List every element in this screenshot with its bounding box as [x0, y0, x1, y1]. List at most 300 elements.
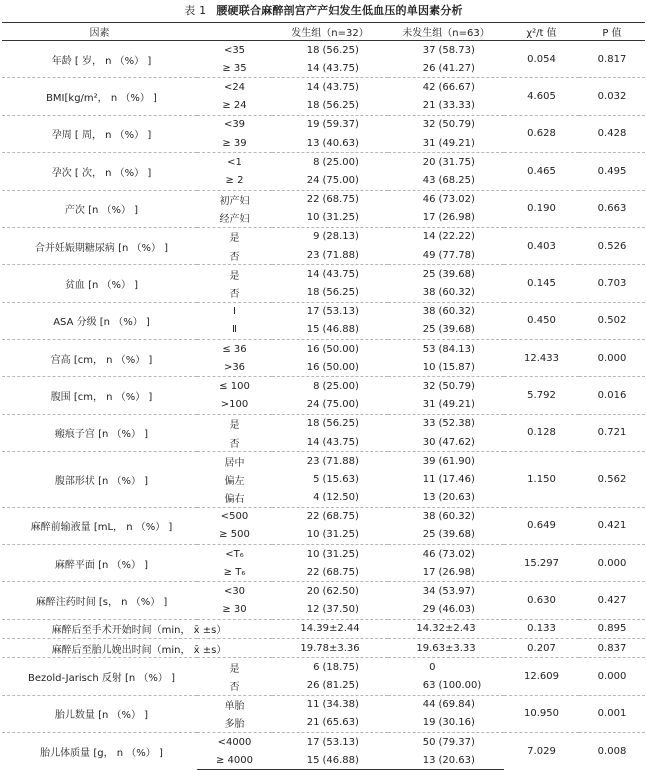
factor-label: 瘢痕子宫 [n （%） ] — [2, 414, 197, 451]
occurred-cell — [272, 676, 388, 695]
level-label: ≥ 39 — [222, 137, 247, 149]
count-value: 39 — [422, 455, 436, 467]
level-label: 否 — [229, 251, 240, 263]
percent-value: (20.63) — [438, 754, 475, 766]
table-row — [2, 695, 645, 714]
occurred-cell — [272, 414, 388, 433]
stat-value: 0.054 — [504, 41, 579, 78]
table-row — [2, 115, 645, 134]
occurred-cell — [272, 358, 388, 377]
not-occurred-cell — [388, 658, 504, 677]
stat-value: 0.649 — [504, 507, 579, 544]
level-label: <30 — [197, 582, 272, 601]
count-value: 11 — [306, 699, 320, 711]
occurred-cell — [272, 302, 388, 321]
level-label: <1 — [197, 153, 272, 172]
factor-label: 腹围 [cm， n （%） ] — [2, 377, 197, 414]
level-label: ≥ T₆ — [223, 566, 246, 578]
p-value: 0.502 — [579, 302, 645, 339]
table-row — [2, 153, 645, 172]
stat-value: 0.403 — [504, 227, 579, 264]
level-label: <24 — [197, 78, 272, 97]
not-occurred-cell — [388, 59, 504, 78]
stat-value: 12.433 — [504, 340, 579, 377]
percent-value: (12.50) — [322, 492, 359, 504]
percent-value: (43.75) — [322, 62, 359, 74]
count-value: 20 — [422, 156, 436, 168]
count-value: 19 — [306, 119, 320, 131]
not-occurred-cell — [388, 563, 504, 582]
level-label: ≥ 35 — [222, 62, 247, 74]
occurred-cell — [272, 246, 388, 265]
percent-value: (28.13) — [322, 231, 359, 243]
stat-value: 1.150 — [504, 452, 579, 508]
occurred-cell — [272, 563, 388, 582]
not-occurred-cell — [388, 171, 504, 190]
p-value: 0.000 — [579, 340, 645, 377]
occurred-cell — [272, 97, 388, 116]
table-row — [2, 377, 645, 396]
percent-value: (18.75) — [322, 661, 359, 673]
count-value: 8 — [313, 380, 320, 392]
level-label: 是 — [197, 658, 272, 677]
p-value: 0.421 — [579, 507, 645, 544]
table-row — [2, 507, 645, 526]
count-value: 38 — [422, 306, 436, 318]
percent-value: (47.62) — [438, 436, 475, 448]
percent-value: (31.25) — [322, 212, 359, 224]
count-value: 50 — [422, 736, 436, 748]
count-value: 15 — [306, 324, 320, 336]
count-value: 10 — [306, 548, 320, 560]
percent-value: (39.68) — [438, 324, 475, 336]
stat-value: 10.950 — [504, 695, 579, 732]
count-value: 33 — [422, 418, 436, 430]
occurred-cell — [272, 340, 388, 359]
table-body — [2, 41, 645, 770]
p-value: 0.895 — [579, 619, 645, 638]
occurred-cell — [272, 209, 388, 228]
not-occurred-cell — [388, 507, 504, 526]
count-value: 14 — [422, 231, 436, 243]
not-occurred-cell — [388, 714, 504, 733]
percent-value: (41.27) — [438, 62, 475, 74]
factor-label: 胎儿数量 [n （%） ] — [2, 695, 197, 732]
stat-value: 0.630 — [504, 582, 579, 619]
count-value: 26 — [422, 62, 436, 74]
factor-label: 麻醉平面 [n （%） ] — [2, 545, 197, 582]
not-occurred-cell — [388, 526, 504, 545]
occurred-cell — [272, 59, 388, 78]
count-value: 46 — [422, 548, 436, 560]
not-occurred-cell — [388, 302, 504, 321]
count-value: 26 — [306, 679, 320, 691]
count-value: 13 — [306, 137, 320, 149]
count-value: 18 — [306, 287, 320, 299]
percent-value: (33.33) — [438, 100, 475, 112]
percent-value: (68.75) — [322, 511, 359, 523]
percent-value: (50.00) — [322, 343, 359, 355]
p-value: 0.427 — [579, 582, 645, 619]
occurred-cell — [272, 695, 388, 714]
percent-value: (31.75) — [438, 156, 475, 168]
not-occurred-cell — [388, 78, 504, 97]
occurred-cell — [272, 452, 388, 471]
count-value: 21 — [306, 717, 320, 729]
count-value: 19 — [422, 717, 436, 729]
not-occurred-cell — [388, 209, 504, 228]
count-value: 24 — [306, 399, 320, 411]
percent-value: (56.25) — [322, 287, 359, 299]
percent-value: (79.37) — [438, 736, 475, 748]
not-occurred-cell — [388, 321, 504, 340]
count-value: 24 — [306, 174, 320, 186]
percent-value: (56.25) — [322, 418, 359, 430]
count-value: 8 — [313, 156, 320, 168]
factor-label: 腹部形状 [n （%） ] — [2, 452, 197, 508]
count-value: 16 — [306, 343, 320, 355]
occurred-cell — [272, 41, 388, 60]
percent-value: (39.68) — [438, 268, 475, 280]
percent-value: (66.67) — [438, 81, 475, 93]
header-factor: 因素 — [2, 23, 197, 41]
count-value: 44 — [422, 699, 436, 711]
count-value: 25 — [422, 268, 436, 280]
percent-value: (31.25) — [322, 548, 359, 560]
header-occurred: 发生组（n=32） — [272, 23, 388, 41]
occurred-cell — [272, 582, 388, 601]
factor-label: 麻醉后至手术开始时间（min， x̄ ±s） — [2, 619, 272, 638]
factor-label: Bezold-Jarisch 反射 [n （%） ] — [2, 658, 197, 695]
level-label: <35 — [197, 41, 272, 60]
table-row — [2, 265, 645, 284]
p-value: 0.428 — [579, 115, 645, 152]
percent-value: (65.63) — [322, 717, 359, 729]
percent-value: (84.13) — [438, 343, 475, 355]
level-label: ≥ 500 — [219, 529, 250, 541]
p-value: 0.000 — [579, 658, 645, 695]
count-value: 22 — [306, 194, 320, 206]
percent-value: (20.63) — [438, 492, 475, 504]
count-value: 32 — [422, 119, 436, 131]
count-value: 25 — [422, 529, 436, 541]
occurred-cell — [272, 283, 388, 302]
p-value: 0.495 — [579, 153, 645, 190]
not-occurred-cell — [388, 358, 504, 377]
percent-value: (17.46) — [438, 473, 475, 485]
count-value: 10 — [306, 529, 320, 541]
count-value: 21 — [422, 100, 436, 112]
p-value: 0.703 — [579, 265, 645, 302]
header-level — [197, 23, 272, 41]
percent-value: (56.25) — [322, 44, 359, 56]
percent-value: (68.75) — [322, 566, 359, 578]
occurred-cell — [272, 227, 388, 246]
factor-label: 孕次 [ 次， n （%） ] — [2, 153, 197, 190]
percent-value: (60.32) — [438, 511, 475, 523]
table-row — [2, 452, 645, 471]
stat-value: 5.792 — [504, 377, 579, 414]
percent-value: (46.03) — [438, 604, 475, 616]
p-value: 0.817 — [579, 41, 645, 78]
stat-value: 12.609 — [504, 658, 579, 695]
occurred-value: 14.39±2.44 — [272, 619, 388, 638]
percent-value: (52.38) — [438, 418, 475, 430]
percent-value: (62.50) — [322, 586, 359, 598]
p-value: 0.721 — [579, 414, 645, 451]
occurred-cell — [272, 190, 388, 209]
count-value: 10 — [306, 212, 320, 224]
not-occurred-cell — [388, 452, 504, 471]
level-label: <4000 — [197, 732, 272, 751]
table-number: 表 1 — [184, 4, 207, 17]
header-p: P 值 — [579, 23, 645, 41]
p-value: 0.000 — [579, 545, 645, 582]
percent-value: (56.25) — [322, 100, 359, 112]
occurred-cell — [272, 732, 388, 751]
percent-value: (73.02) — [438, 548, 475, 560]
level-label: ≥ 24 — [222, 100, 247, 112]
count-value: 63 — [422, 679, 436, 691]
factor-label: 产次 [n （%） ] — [2, 190, 197, 227]
count-value: 43 — [422, 174, 436, 186]
occurred-cell — [272, 78, 388, 97]
not-occurred-cell — [388, 97, 504, 116]
table-row — [2, 414, 645, 433]
count-value: 49 — [422, 249, 436, 261]
level-label: ≥ 2 — [225, 174, 244, 186]
level-label: 居中 — [197, 452, 272, 471]
header-row — [2, 23, 645, 41]
percent-value: (68.75) — [322, 194, 359, 206]
percent-value: (22.22) — [438, 231, 475, 243]
occurred-cell — [272, 526, 388, 545]
count-value: 20 — [306, 586, 320, 598]
level-label: ≥ 4000 — [197, 751, 272, 770]
not-occurred-value: 19.63±3.33 — [388, 639, 504, 658]
p-value: 0.526 — [579, 227, 645, 264]
count-value: 13 — [422, 754, 436, 766]
table-row — [2, 619, 645, 638]
level-label: ≤ 100 — [197, 377, 272, 396]
stat-value: 0.450 — [504, 302, 579, 339]
percent-value: (77.78) — [438, 249, 475, 261]
table-row — [2, 582, 645, 601]
count-value: 22 — [306, 566, 320, 578]
occurred-cell — [272, 171, 388, 190]
level-label: 经产妇 — [219, 214, 250, 226]
level-label: 偏左 — [224, 475, 245, 487]
percent-value: (46.88) — [322, 324, 359, 336]
count-value: 18 — [306, 100, 320, 112]
percent-value: (40.63) — [322, 137, 359, 149]
percent-value: (100.00) — [438, 679, 482, 691]
count-value: 5 — [313, 473, 320, 485]
level-label: 否 — [229, 289, 240, 301]
factor-label: 年龄 [ 岁， n （%） ] — [2, 41, 197, 78]
occurred-cell — [272, 265, 388, 284]
count-value: 14 — [306, 62, 320, 74]
level-label: 否 — [229, 681, 240, 693]
not-occurred-cell — [388, 246, 504, 265]
count-value: 23 — [306, 455, 320, 467]
percent-value: (61.90) — [438, 455, 475, 467]
stat-value: 0.628 — [504, 115, 579, 152]
occurred-cell — [272, 153, 388, 172]
not-occurred-cell — [388, 732, 504, 751]
not-occurred-cell — [388, 377, 504, 396]
level-label: 多胎 — [224, 719, 245, 731]
percent-value: (26.98) — [438, 212, 475, 224]
occurred-cell — [272, 115, 388, 134]
not-occurred-cell — [388, 601, 504, 620]
not-occurred-cell — [388, 695, 504, 714]
stat-value: 0.207 — [504, 639, 579, 658]
count-value: 17 — [422, 566, 436, 578]
percent-value: (71.88) — [322, 455, 359, 467]
table-row — [2, 340, 645, 359]
percent-value: (26.98) — [438, 566, 475, 578]
factor-label: 麻醉前输液量 [mL， n （%） ] — [2, 507, 197, 544]
table-row — [2, 639, 645, 658]
p-value: 0.001 — [579, 695, 645, 732]
percent-value: (30.16) — [438, 717, 475, 729]
count-value: 15 — [306, 754, 320, 766]
percent-value: (53.97) — [438, 586, 475, 598]
level-label: Ⅰ — [197, 302, 272, 321]
count-value: 29 — [422, 604, 436, 616]
count-value: 32 — [422, 380, 436, 392]
percent-value: (73.02) — [438, 194, 475, 206]
level-label: <500 — [197, 507, 272, 526]
occurred-cell — [272, 134, 388, 153]
stat-value: 7.029 — [504, 732, 579, 769]
percent-value: (15.63) — [322, 473, 359, 485]
percent-value: (43.75) — [322, 81, 359, 93]
factor-label: 合并妊娠期糖尿病 [n （%） ] — [2, 227, 197, 264]
count-value: 31 — [422, 137, 436, 149]
count-value: 38 — [422, 287, 436, 299]
occurred-cell — [272, 377, 388, 396]
percent-value: (49.21) — [438, 137, 475, 149]
percent-value: (53.13) — [322, 736, 359, 748]
stat-value: 0.190 — [504, 190, 579, 227]
level-label: Ⅱ — [232, 324, 237, 336]
not-occurred-cell — [388, 190, 504, 209]
percent-value: (60.32) — [438, 306, 475, 318]
percent-value: (58.73) — [438, 44, 475, 56]
occurred-cell — [272, 396, 388, 415]
factor-label: 孕周 [ 周， n （%） ] — [2, 115, 197, 152]
count-value: 42 — [422, 81, 436, 93]
stat-value: 0.145 — [504, 265, 579, 302]
percent-value: (75.00) — [322, 399, 359, 411]
percent-value: (71.88) — [322, 249, 359, 261]
table-row — [2, 78, 645, 97]
count-value: 22 — [306, 511, 320, 523]
level-label: 初产妇 — [197, 190, 272, 209]
percent-value: (59.37) — [322, 119, 359, 131]
count-value: 23 — [306, 249, 320, 261]
p-value: 0.008 — [579, 732, 645, 769]
percent-value: (43.75) — [322, 436, 359, 448]
count-value: 11 — [422, 473, 436, 485]
level-label: ≤ 36 — [197, 340, 272, 359]
p-value: 0.837 — [579, 639, 645, 658]
percent-value: (39.68) — [438, 529, 475, 541]
level-label: 是 — [197, 265, 272, 284]
not-occurred-cell — [388, 153, 504, 172]
factor-label: 麻醉注药时间 [s， n （%） ] — [2, 582, 197, 619]
p-value: 0.032 — [579, 78, 645, 115]
table-row — [2, 302, 645, 321]
count-value: 38 — [422, 511, 436, 523]
not-occurred-cell — [388, 751, 504, 770]
occurred-cell — [272, 489, 388, 508]
percent-value: (46.88) — [322, 754, 359, 766]
factor-label: ASA 分级 [n （%） ] — [2, 302, 197, 339]
count-value: 14 — [306, 436, 320, 448]
not-occurred-value: 14.32±2.43 — [388, 619, 504, 638]
stat-value: 0.133 — [504, 619, 579, 638]
percent-value: (50.79) — [438, 119, 475, 131]
occurred-cell — [272, 714, 388, 733]
not-occurred-cell — [388, 41, 504, 60]
percent-value: (49.21) — [438, 399, 475, 411]
not-occurred-cell — [388, 414, 504, 433]
level-label: 否 — [229, 438, 240, 450]
not-occurred-cell — [388, 115, 504, 134]
count-value: 34 — [422, 586, 436, 598]
count-value: 30 — [422, 436, 436, 448]
count-value: 14 — [306, 268, 320, 280]
percent-value: (34.38) — [322, 699, 359, 711]
percent-value: (50.00) — [322, 361, 359, 373]
stat-value: 0.128 — [504, 414, 579, 451]
level-label: 是 — [197, 414, 272, 433]
count-value: 53 — [422, 343, 436, 355]
percent-value: (37.50) — [322, 604, 359, 616]
count-value: 0 — [429, 661, 436, 673]
count-value: 31 — [422, 399, 436, 411]
univariate-analysis-table — [2, 22, 645, 770]
count-value: 12 — [306, 604, 320, 616]
table-row — [2, 658, 645, 677]
not-occurred-cell — [388, 283, 504, 302]
table-caption: 腰硬联合麻醉剖宫产产妇发生低血压的单因素分析 — [216, 4, 463, 17]
occurred-cell — [272, 433, 388, 452]
percent-value: (25.00) — [322, 380, 359, 392]
not-occurred-cell — [388, 340, 504, 359]
occurred-cell — [272, 470, 388, 488]
not-occurred-cell — [388, 676, 504, 695]
level-label: >100 — [220, 399, 249, 411]
not-occurred-cell — [388, 489, 504, 508]
table-row — [2, 227, 645, 246]
occurred-cell — [272, 658, 388, 677]
occurred-value: 19.78±3.36 — [272, 639, 388, 658]
count-value: 18 — [306, 44, 320, 56]
stat-value: 4.605 — [504, 78, 579, 115]
not-occurred-cell — [388, 433, 504, 452]
not-occurred-cell — [388, 396, 504, 415]
percent-value: (81.25) — [322, 679, 359, 691]
percent-value: (31.25) — [322, 529, 359, 541]
not-occurred-cell — [388, 470, 504, 488]
percent-value: (69.84) — [438, 699, 475, 711]
table-title — [0, 0, 647, 22]
table-row — [2, 732, 645, 751]
